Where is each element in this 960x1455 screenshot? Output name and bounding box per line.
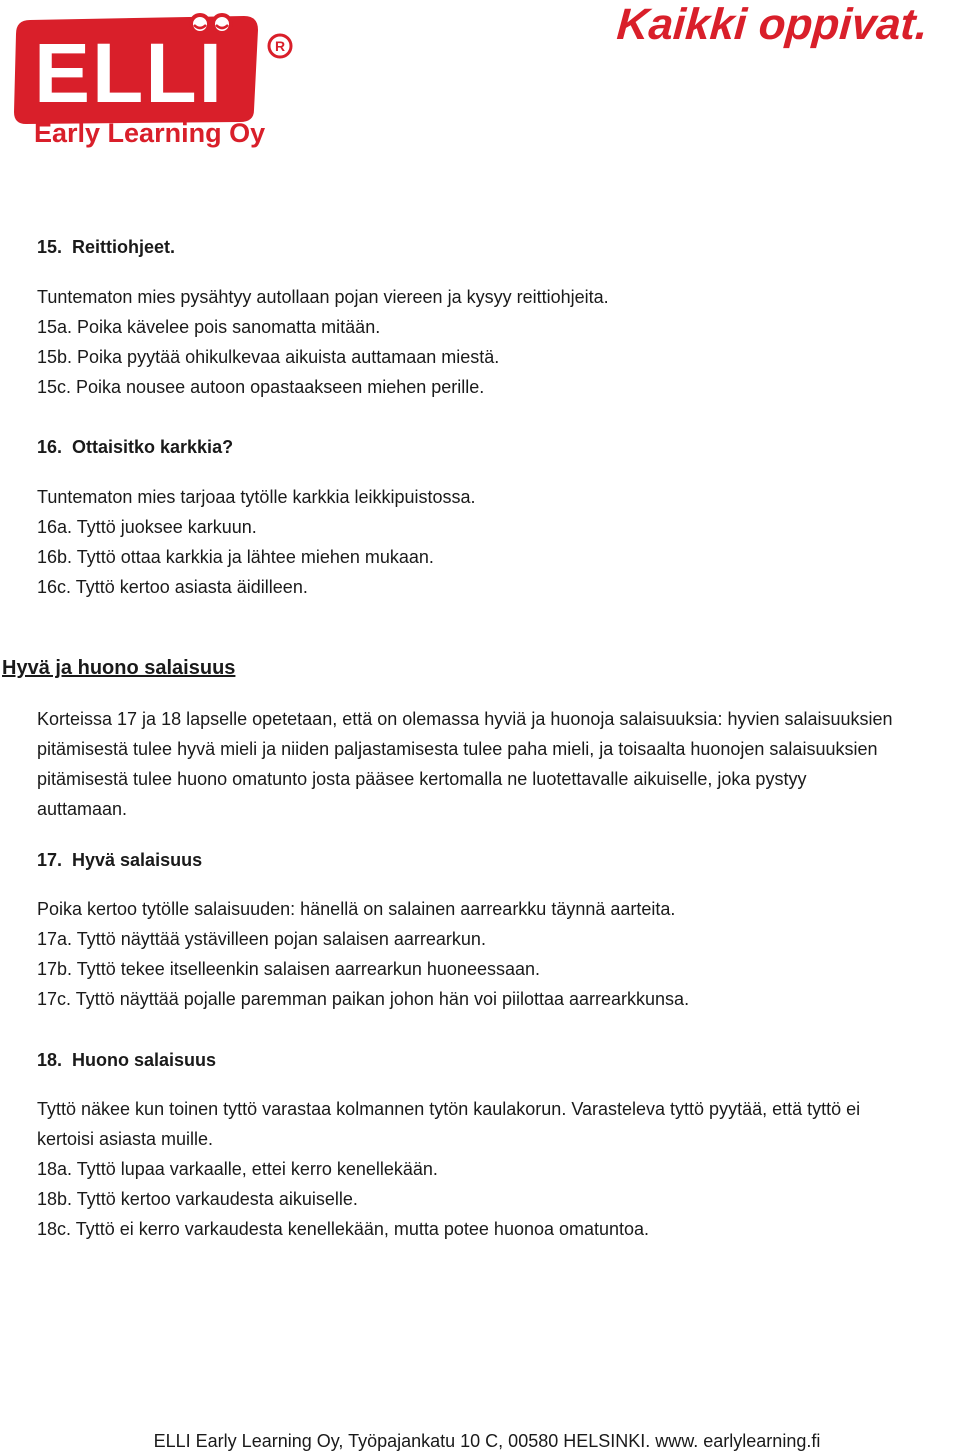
card-15-number: 15. [37,237,63,257]
card-15-line: 15a. Poika kävelee pois sanomatta mitään. [37,317,381,337]
section-paragraph-line: auttamaan. [37,799,128,819]
card-17-line: 17b. Tyttö tekee itselleenkin salaisen aarrearkun huoneessaan. [37,959,540,979]
card-15-title: Reittiohjeet. [72,237,176,257]
section-heading: Hyvä ja huono salaisuus [2,657,236,679]
card-15-heading [37,236,175,258]
card-18-line: 18b. Tyttö kertoo varkaudesta aikuiselle. [37,1189,358,1209]
card-17-line: 17a. Tyttö näyttää ystävilleen pojan salaisen aarrearkun. [37,929,486,949]
section-paragraph-line: Korteissa 17 ja 18 lapselle opetetaan, että on olemassa hyviä ja huonoja salaisuuksia: hyvien salaisuuksien [37,709,893,729]
logo-text: ELLI [34,26,224,120]
card-15-line: Tuntematon mies pysähtyy autollaan pojan viereen ja kysyy reittiohjeita. [37,287,609,307]
card-16-heading [37,436,233,458]
card-17-number: 17. [37,850,63,870]
svg-text:R: R [274,38,286,54]
card-18-line: Tyttö näkee kun toinen tyttö varastaa kolmannen tytön kaulakorun. Varasteleva tyttö pyytää, että tyttö ei [37,1099,861,1119]
card-17-line: Poika kertoo tytölle salaisuuden: hänellä on salainen aarrearkku täynnä aarteita. [37,899,676,919]
card-16-line: 16c. Tyttö kertoo asiasta äidilleen. [37,577,308,597]
card-16-line: 16a. Tyttö juoksee karkuun. [37,517,257,537]
section-paragraph-line: pitämisestä tulee huono omatunto josta pääsee kertomalla ne luotettavalle aikuiselle, joka pystyy [37,769,807,789]
elli-logo [8,6,298,156]
card-17-heading [37,849,202,871]
card-18-number: 18. [37,1050,63,1070]
card-16-line: Tuntematon mies tarjoaa tytölle karkkia leikkipuistossa. [37,487,476,507]
logo-subtext: Early Learning Oy [34,118,266,148]
page-footer: ELLI Early Learning Oy, Työpajankatu 10 C, 00580 HELSINKI. www. earlylearning.fi [153,1431,821,1451]
card-17-line: 17c. Tyttö näyttää pojalle paremman paikan johon hän voi piilottaa aarrearkkunsa. [37,989,690,1009]
card-17-title: Hyvä salaisuus [72,850,203,870]
card-16-title: Ottaisitko karkkia? [72,437,234,457]
tagline: Kaikki oppivat. [615,0,930,49]
card-18-line: kertoisi asiasta muille. [37,1129,214,1149]
card-15-line: 15c. Poika nousee autoon opastaakseen miehen perille. [37,377,485,397]
card-18-line: 18a. Tyttö lupaa varkaalle, ettei kerro kenellekään. [37,1159,438,1179]
card-15-line: 15b. Poika pyytää ohikulkevaa aikuista auttamaan miestä. [37,347,500,367]
card-18-line: 18c. Tyttö ei kerro varkaudesta kenellekään, mutta potee huonoa omatuntoa. [37,1219,650,1239]
card-18-heading [37,1049,216,1071]
section-paragraph-line: pitämisestä tulee hyvä mieli ja niiden paljastamisesta tulee paha mieli, ja toisaalta huonojen salaisuuksien [37,739,878,759]
card-16-line: 16b. Tyttö ottaa karkkia ja lähtee miehen mukaan. [37,547,434,567]
card-16-number: 16. [37,437,63,457]
card-18-title: Huono salaisuus [72,1050,217,1070]
